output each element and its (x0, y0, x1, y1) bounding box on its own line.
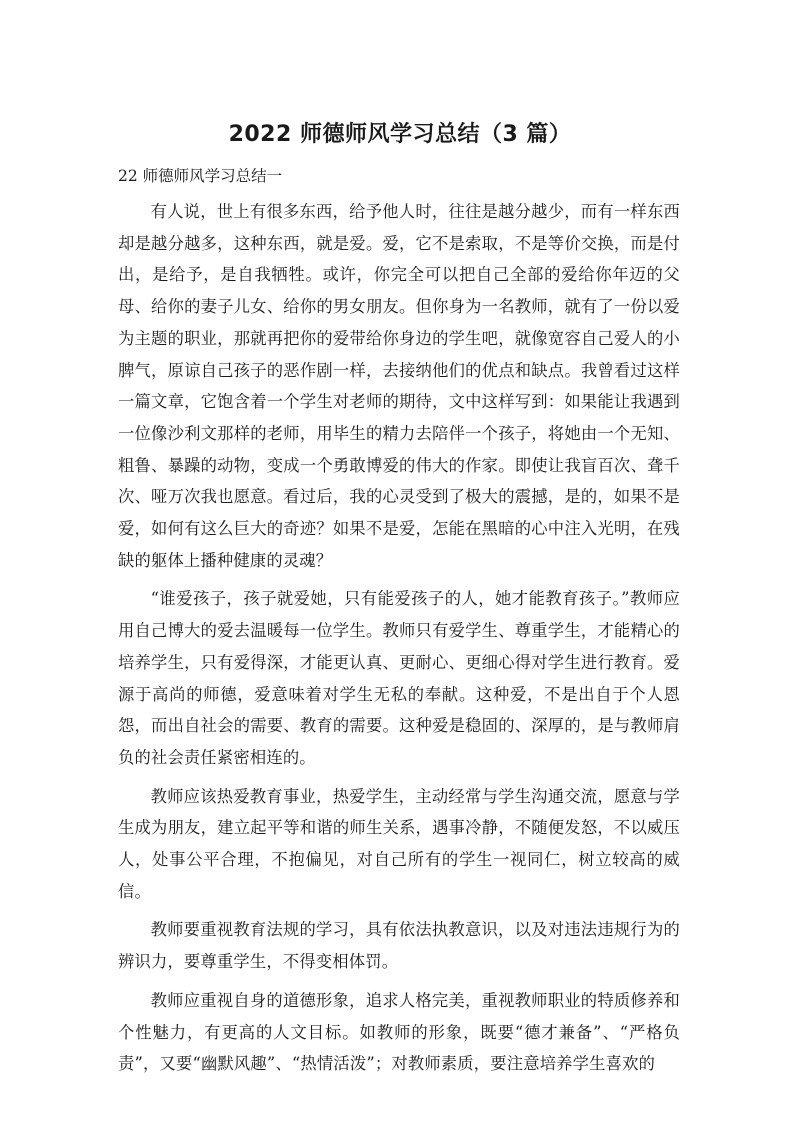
document-body (118, 196, 680, 1087)
paragraph: 教师应该热爱教育事业，热爱学生，主动经常与学生沟通交流，愿意与学生成为朋友，建立起平等和谐的师生关系，遇事冷静，不随便发怒，不以威压人，处事公平合理，不抱偏见，对自己所有的学生一视同仁，树立较高的威信。 (118, 786, 680, 901)
paragraph: “谁爱孩子，孩子就爱她，只有能爱孩子的人，她才能教育孩子。”教师应用自己博大的爱去温暖每一位学生。教师只有爱学生、尊重学生，才能精心的培养学生，只有爱得深，才能更认真、更耐心、更细心得对学生进行教育。爱源于高尚的师德，爱意味着对学生无私的奉献。这种爱，不是出自于个人恩怨，而出自社会的需要、教育的需要。这种爱是稳固的、深厚的，是与教师肩负的社会责任紧密相连的。 (118, 589, 680, 767)
section-subtitle: 22 师德师风学习总结一 (118, 167, 283, 185)
paragraph: 有人说，世上有很多东西，给予他人时，往往是越分越少，而有一样东西却是越分越多，这种东西，就是爱。爱，它不是索取，不是等价交换，而是付出，是给予，是自我牺牲。或许，你完全可以把自己全部的爱给你年迈的父母、给你的妻子儿女、给你的男女朋友。但你身为一名教师，就有了一份以爱为主题的职业，那就再把你的爱带给你身边的学生吧，就像宽容自己爱人的小脾气，原谅自己孩子的恶作剧一样，去接纳他们的优点和缺点。我曾看过这样一篇文章，它饱含着一个学生对老师的期待，文中这样写到：如果能让我遇到一位像沙利文那样的老师，用毕生的精力去陪伴一个孩子，将她由一个无知、粗鲁、暴躁的动物，变成一个勇敢博爱的伟大的作家。即使让我盲百次、聋千次、哑万次我也愿意。看过后，我的心灵受到了极大的震撼，是的，如果不是爱，如何有这么巨大的奇迹？如果不是爱，怎能在黑暗的心中注入光明，在残缺的躯体上播种健康的灵魂？ (118, 202, 680, 570)
paragraph: 教师要重视教育法规的学习，具有依法执教意识，以及对违法违规行为的辨识力，要尊重学生，不得变相体罚。 (118, 920, 680, 972)
document-title: 2022 师德师风学习总结（3 篇） (228, 122, 572, 147)
paragraph: 教师应重视自身的道德形象，追求人格完美，重视教师职业的特质修养和个性魅力，有更高的人文目标。如教师的形象，既要“德才兼备”、“严格负责”，又要“幽默风趣”、“热情活泼”；对教师素质，要注意培养学生喜欢的 (118, 990, 680, 1074)
